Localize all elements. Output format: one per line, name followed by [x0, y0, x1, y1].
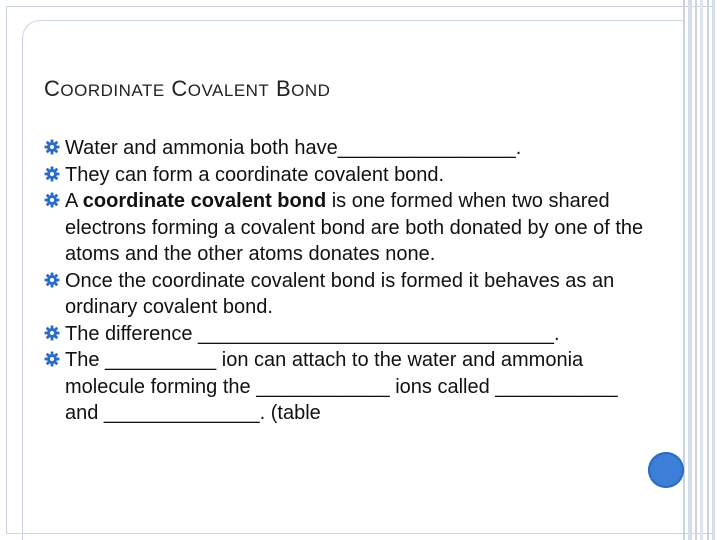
title-word-initial: B — [275, 76, 292, 101]
decorative-stripe — [700, 0, 703, 540]
title-word-rest: OORDINATE — [60, 81, 165, 100]
list-item — [44, 347, 644, 427]
title-word-initial: C — [171, 76, 188, 101]
list-item — [44, 268, 644, 321]
bullet-text: The __________ ion can attach to the water and ammonia molecule forming the ____________ ions called ___________ and ______________. (table — [65, 349, 618, 424]
circle-icon — [648, 452, 684, 488]
decorative-stripe — [712, 0, 715, 540]
bullet-text: A — [65, 190, 83, 212]
title-word-rest: OND — [291, 81, 331, 100]
bullet-text-bold: coordinate covalent bond — [82, 190, 327, 212]
bullet-list — [44, 135, 644, 427]
gear-icon — [44, 139, 60, 155]
title-word — [276, 76, 330, 101]
list-item — [44, 188, 644, 268]
bullet-text: They can form a coordinate covalent bond. — [65, 163, 445, 186]
gear-icon — [44, 192, 60, 208]
decorative-stripe — [695, 0, 697, 540]
gear-icon — [44, 166, 60, 182]
slide-title — [44, 76, 330, 102]
gear-icon — [44, 325, 60, 341]
bullet-text: Water and ammonia both have________________. — [65, 137, 522, 159]
title-word — [171, 76, 269, 101]
decorative-stripe — [683, 0, 685, 540]
title-word-rest: OVALENT — [187, 81, 270, 100]
list-item — [44, 162, 644, 189]
bullet-text: Once the coordinate covalent bond is formed it behaves as an ordinary covalent bond. — [65, 269, 615, 318]
bullet-text: The difference ________________________________. — [65, 322, 560, 345]
gear-icon — [44, 272, 60, 288]
list-item — [44, 321, 644, 348]
decorative-stripe — [688, 0, 692, 540]
title-word-initial: C — [44, 76, 61, 101]
title-word — [44, 76, 165, 101]
gear-icon — [44, 351, 60, 367]
decorative-stripe — [707, 0, 709, 540]
bullet-text: is one formed when two shared electrons forming a covalent bond are both donated by one of the atoms and the other atoms donates none. — [65, 190, 644, 265]
list-item — [44, 135, 644, 162]
